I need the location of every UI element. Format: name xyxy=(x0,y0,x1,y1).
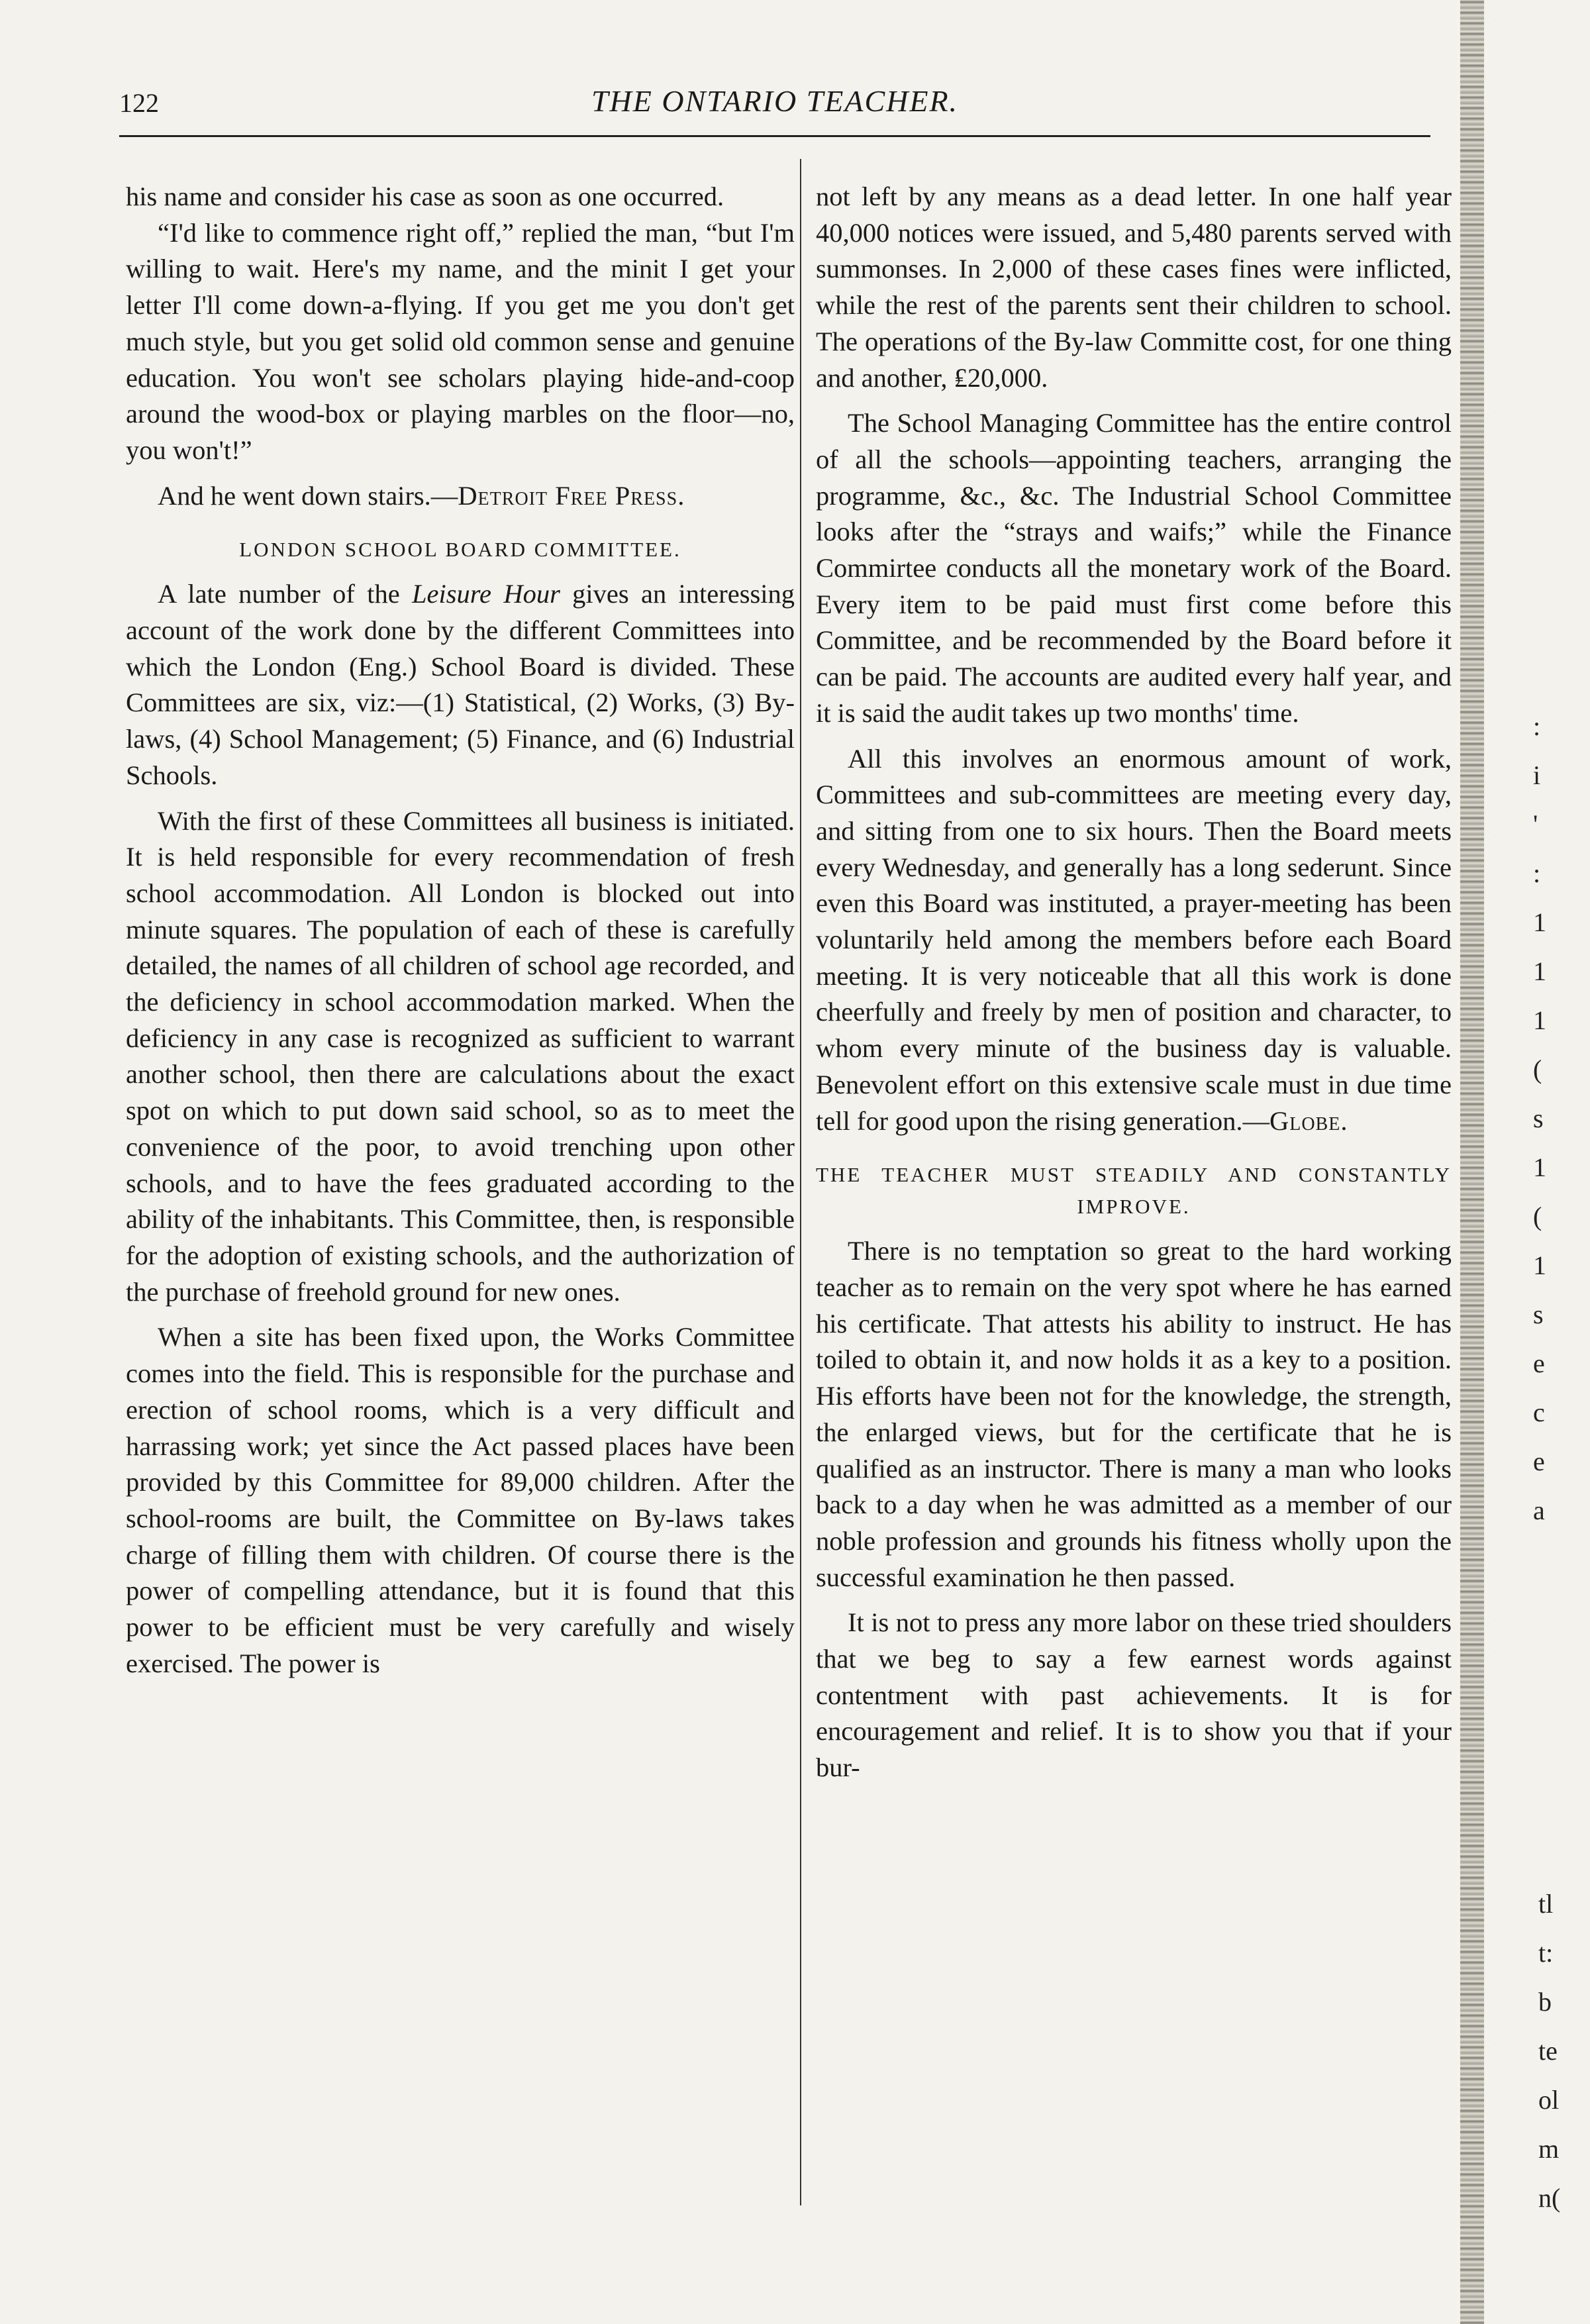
binding-shadow xyxy=(1460,0,1484,2324)
paragraph xyxy=(816,741,1452,1140)
edge-fragment: ( xyxy=(1533,1201,1542,1231)
source-credit: Detroit Free Press. xyxy=(458,480,685,511)
edge-fragment: ol xyxy=(1538,2085,1560,2115)
journal-title: THE ONTARIO TEACHER. xyxy=(591,84,959,118)
edge-fragment: e xyxy=(1533,1446,1545,1476)
edge-fragment: t: xyxy=(1538,1938,1554,1968)
edge-fragment: s xyxy=(1533,1103,1544,1133)
section-heading: LONDON SCHOOL BOARD COMMITTEE. xyxy=(239,538,681,562)
left-column xyxy=(126,179,795,1682)
paragraph: his name and consider his case as soon as one occurred. xyxy=(126,181,724,211)
paragraph: When a site has been fixed upon, the Works Committee comes into the field. This is responsible for the purchase and erection of school rooms, which is a very difficult and harrassing work; yet since the Act passed places have been provided by this Committee for 89,000 children. After the school-rooms are built, the Committee on By-laws takes charge of filling them with children. Of course there is the power of compelling attendance, but it is found that this power to be efficient must be very carefully and wisely exercised. The power is xyxy=(126,1322,795,1678)
page-header xyxy=(119,78,1430,131)
edge-fragment: 1 xyxy=(1533,956,1546,986)
paragraph xyxy=(126,478,795,515)
publication-title: Leisure Hour xyxy=(412,579,560,609)
adjacent-page-edge xyxy=(1460,0,1590,2324)
paragraph: “I'd like to commence right off,” replied the man, “but I'm willing to wait. Here's my name, and the minit I get your letter I'll come down-a-flying. If you get me you don't get much style, but you get solid old common sense and genuine education. You won't see scholars playing hide-and-coop around the wood-box or playing marbles on the floor—no, you won't!” xyxy=(126,217,795,465)
paragraph-text: And he went down stairs.— xyxy=(158,480,458,511)
paragraph: The School Managing Committee has the entire control of all the schools—appointing teachers, arranging the programme, &c., &c. The Industrial School Committee looks after the “strays and waifs;” while the Finance Commirtee conducts all the monetary work of the Board. Every item to be paid must first come before this Committee, and be recommended by the Board before it can be paid. The accounts are audited every half year, and it is said the audit takes up two months' time. xyxy=(816,408,1452,728)
paragraph: There is no temptation so great to the hard working teacher as to remain on the very spot where he has earned his certificate. That attests his ability to instruct. He has toiled to obtain it, and now holds it as a key to a position. His efforts have been not for the knowledge, the strength, the enlarged views, but for the certificate that he is qualified as an instructor. There is many a man who looks back to a day when he was admitted as a member of our noble profession and grounds his fitness wholly upon the successful examination he then passed. xyxy=(816,1236,1452,1592)
paragraph xyxy=(126,576,795,793)
paragraph: With the first of these Committees all business is initiated. It is held responsible for every recommendation of fresh school accommodation. All London is blocked out into minute squares. The population of each of these is carefully detailed, the names of all children of school age recorded, and the deficiency in school accommodation marked. When the deficiency in any case is recognized as sufficient to warrant another school, then there are calculations about the exact spot on which to put down said school, so as to meet the convenience of the poor, to avoid trenching upon other schools, and to have the fees graduated according to the ability of the inhabitants. This Committee, then, is responsible for the adoption of existing schools, and the authorization of the purchase of freehold ground for new ones. xyxy=(126,805,795,1307)
edge-fragment: ' xyxy=(1533,809,1538,839)
edge-text-fragments xyxy=(1533,702,1586,1535)
edge-fragment: : xyxy=(1533,858,1541,888)
edge-text-fragments xyxy=(1538,1880,1590,2223)
page-number: 122 xyxy=(119,88,159,118)
edge-fragment: n( xyxy=(1538,2183,1561,2213)
edge-fragment: c xyxy=(1533,1397,1545,1427)
paragraph-text: A late number of the xyxy=(158,579,413,609)
paragraph-text: gives an interessing account of the work done by the different Committees into which the London (Eng.) School Board is divided. These Committees are six, viz:—(1) Statistical, (2) Works, (3) By-laws, (4) School Management; (5) Finance, and (6) Industrial Schools. xyxy=(126,579,795,790)
right-column xyxy=(816,179,1452,1786)
edge-fragment: m xyxy=(1538,2134,1560,2164)
paragraph: It is not to press any more labor on these tried shoulders that we beg to say a few earnest words against contentment with past achievements. It is for encouragement and relief. It is to show you that if your bur- xyxy=(816,1607,1452,1783)
column-divider xyxy=(800,159,801,2205)
section-heading: THE TEACHER MUST STEADILY AND CONSTANTLY IMPROVE. xyxy=(816,1163,1452,1219)
edge-fragment: tl xyxy=(1538,1889,1554,1919)
edge-fragment: a xyxy=(1533,1495,1545,1525)
edge-fragment: : xyxy=(1533,711,1541,741)
edge-fragment: s xyxy=(1533,1299,1544,1329)
edge-fragment: 1 xyxy=(1533,1152,1546,1182)
edge-fragment: b xyxy=(1538,1987,1552,2017)
edge-fragment: e xyxy=(1533,1348,1545,1378)
paragraph-text: All this involves an enormous amount of work, Committees and sub-committees are meeting every day, and sitting from one to six hours. Then the Board meets every Wednesday, and generally has a long sederunt. Since even this Board was instituted, a prayer-meeting has been voluntarily held among the members before each Board meeting. It is very noticeable that all this work is done cheerfully and freely by men of position and character, to whom every minute of the business day is valuable. Benevolent effort on this extensive scale must in due time tell for good upon the rising generation.— xyxy=(816,743,1452,1136)
header-rule xyxy=(119,135,1430,137)
source-credit: Globe. xyxy=(1269,1105,1348,1136)
edge-fragment: te xyxy=(1538,2036,1558,2066)
paragraph: not left by any means as a dead letter. In one half year 40,000 notices were issued, and 5,480 parents served with summonses. In 2,000 of these cases fines were inflicted, while the rest of the parents sent their children to school. The operations of the By-law Committe cost, for one thing and another, ₤20,000. xyxy=(816,181,1452,393)
edge-fragment: 1 xyxy=(1533,1250,1546,1280)
edge-fragment: ( xyxy=(1533,1054,1542,1084)
edge-fragment: 1 xyxy=(1533,1005,1546,1035)
edge-fragment: 1 xyxy=(1533,907,1546,937)
edge-fragment: i xyxy=(1533,760,1541,790)
